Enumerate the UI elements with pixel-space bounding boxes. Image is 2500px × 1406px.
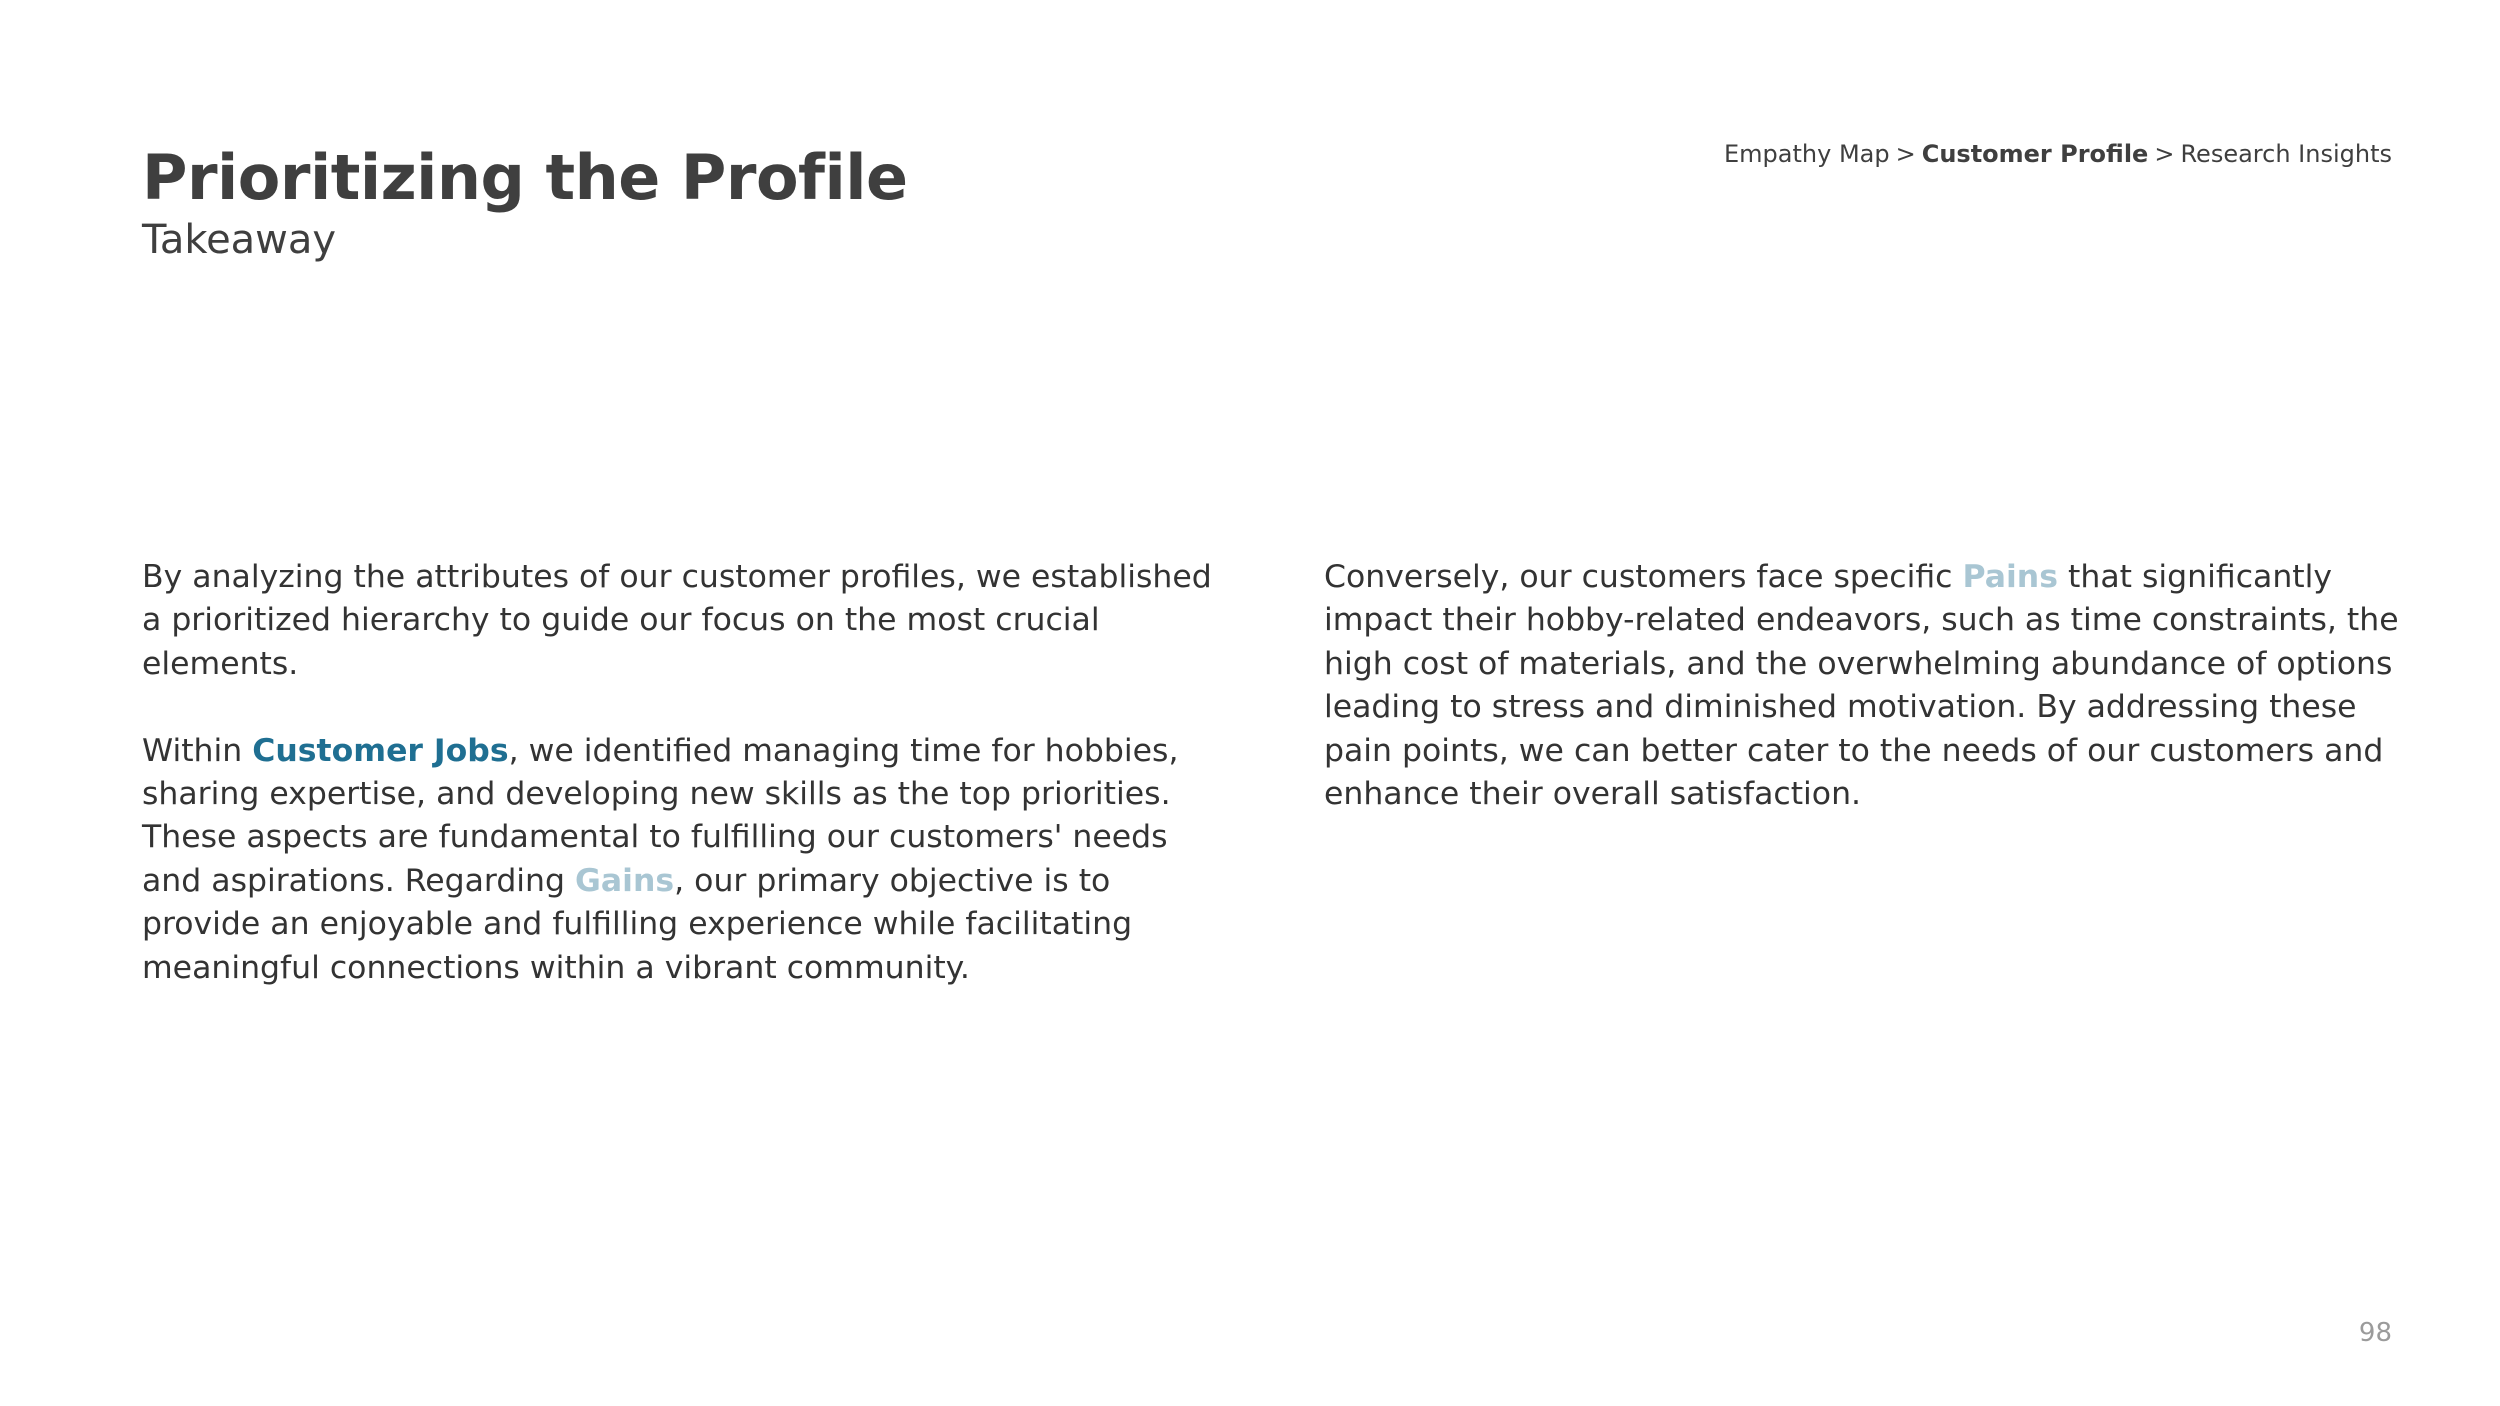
pains-highlight: Pains: [1962, 559, 2058, 595]
left-text-column: [142, 556, 1227, 990]
breadcrumb-item-research-insights[interactable]: Research Insights: [2180, 140, 2392, 168]
page-title: Prioritizing the Profile: [142, 141, 908, 214]
paragraph-text: Within: [142, 732, 253, 769]
breadcrumb-separator: >: [2154, 140, 2175, 168]
breadcrumb-separator: >: [1895, 140, 1916, 168]
paragraph-text: Conversely, our customers face specific: [1324, 559, 1963, 595]
right-text-column: [1324, 556, 2404, 816]
breadcrumb-item-customer-profile[interactable]: Customer Profile: [1921, 140, 2149, 168]
intro-paragraph: By analyzing the attributes of our customer profiles, we established a prioritized hierarchy to guide our focus on the most crucial elements.: [142, 559, 1212, 682]
breadcrumb-item-empathy-map[interactable]: Empathy Map: [1724, 140, 1890, 168]
paragraph-text: that significantly impact their hobby-related endeavors, such as time constraints, the high cost of materials, and the overwhelming abundance of options leading to stress and diminished motivation. By addressing these pain points, we can better cater to the needs of our customers and enhance their overall satisfaction.: [1324, 559, 2399, 813]
breadcrumb: [1724, 140, 2392, 168]
page-number: 98: [2358, 1318, 2392, 1348]
page-subtitle: Takeaway: [142, 217, 337, 263]
jobs-gains-paragraph: [142, 730, 1227, 990]
pains-paragraph: [1324, 556, 2404, 816]
paragraph-text: , our primary objective is to provide an enjoyable and fulfilling experience while facilitating meaningful connections within a vibrant community.: [142, 862, 1133, 986]
paragraph-text: , we identified managing time for hobbies, sharing expertise, and developing new skills as the top priorities. These aspects are fundamental to fulfilling our customers' needs and aspirations. Regarding: [142, 732, 1179, 899]
gains-highlight: Gains: [575, 862, 675, 899]
customer-jobs-highlight: Customer Jobs: [252, 732, 509, 769]
